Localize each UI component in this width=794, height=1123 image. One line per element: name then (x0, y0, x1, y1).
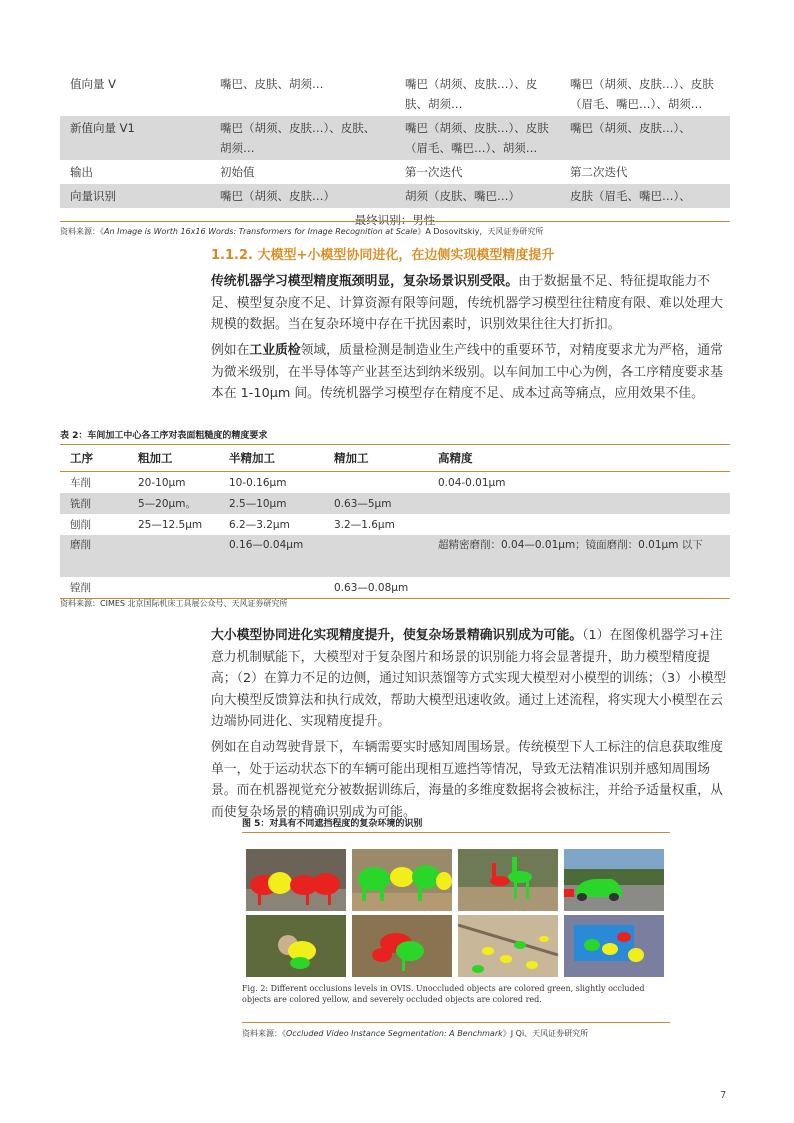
table-cell: 0.63—0.08μm (324, 577, 428, 599)
table-cell: 第一次迭代 (405, 165, 463, 179)
table-row (60, 493, 730, 514)
table2-title: 表 2：车间加工中心各工序对表面粗糙度的精度要求 (60, 431, 268, 441)
source-suffix: 》A Dosovitskiy，天风证券研究所 (417, 227, 544, 236)
occlusion-figure (242, 832, 670, 1009)
photo-elephants (352, 849, 452, 911)
source-title: Occluded Video Instance Segmentation: A Benchmark (286, 1029, 503, 1038)
paragraph-co-evolution (211, 625, 731, 733)
table-row (60, 514, 730, 535)
figure-bottom-rule (242, 1022, 670, 1023)
paragraph-lead: 大小模型协同进化实现精度提升，使复杂场景精确识别成为可能。 (211, 628, 583, 643)
table-cell: 向量识别 (60, 184, 210, 208)
table2-source: 资料来源：CIMES 北京国际机床工具展公众号、天风证券研究所 (60, 599, 288, 608)
figure-caption: Fig. 2: Different occlusions levels in OVIS. Unoccluded objects are colored green, slightly occluded objects are colored yellow, and severely occluded objects are colored red. (242, 984, 645, 1004)
column-header: 高精度 (428, 445, 730, 472)
table-cell: 2.5—10μm (219, 493, 324, 514)
table-cell: 铣削 (60, 493, 128, 514)
figure-title: 图 5：对具有不同遮挡程度的复杂环境的识别 (242, 819, 423, 829)
table-cell: 新值向量 V1 (60, 116, 210, 160)
source-suffix: 》J Qi、天风证券研究所 (502, 1029, 589, 1038)
table-cell: 超精密磨削：0.04—0.01μm；镜面磨削：0.01μm 以下 (428, 535, 730, 577)
table-row (60, 116, 730, 160)
table-cell (128, 535, 219, 577)
table-cell: 嘴巴（胡须、皮肤…）、皮肤、胡须… (210, 116, 395, 160)
paragraph-body: 领域，质量检测是制造业生产线中的重要环节，对精度要求尤为严格，通常为微米级别，在半导体等产业甚至达到纳米级别。以车间加工中心为例，各工序精度要求基本在 1-10μm 间。传统机器学习模型存在精度不足、成本过高等痛点，应用效果不佳。 (211, 343, 723, 401)
table-cell: 胡须（皮肤、嘴巴…） (395, 184, 560, 208)
table1-source (60, 226, 543, 237)
table-cell: 磨削 (60, 535, 128, 577)
photo-dog (246, 915, 346, 977)
table-cell: 0.04-0.01μm (438, 476, 506, 489)
photo-parrots (564, 915, 664, 977)
paragraph-body: 例如在 (211, 343, 250, 358)
table-cell: 镗削 (60, 577, 128, 599)
table-cell: 嘴巴（胡须、皮肤…）、 (560, 116, 730, 160)
table-row (60, 577, 730, 599)
column-header: 工序 (60, 445, 128, 472)
table-cell: 3.2—1.6μm (334, 518, 395, 531)
table-cell: 第二次迭代 (570, 165, 628, 179)
column-header: 半精加工 (219, 445, 324, 472)
table-cell (324, 472, 428, 494)
source-prefix: 资料来源：《 (242, 1029, 286, 1038)
paragraph-lead: 传统机器学习模型精度瓶颈明显，复杂场景识别受限。 (211, 274, 519, 289)
source-title: An Image is Worth 16x16 Words: Transformers for Image Recognition at Scale (104, 227, 418, 236)
paragraph-body: （1）在图像机器学习+注意力机制赋能下，大模型对于复杂图片和场景的识别能力将会显著提升，助力模型精度提高；（2）在算力不足的边侧，通过知识蒸馏等方式实现大模型对小模型的训练；（3）小模型向大模型反馈算法和执行成效，帮助大模型迅速收敛。通过上述流程，将实现大小模型在云边端协同进化、实现精度提升。 (211, 628, 727, 729)
table-cell: 车削 (70, 477, 91, 489)
table-cell: 6.2—3.2μm (229, 518, 290, 531)
paragraph-body: 由于数据量不足、特征提取能力不足、模型复杂度不足、计算资源有限等问题，传统机器学习模型往往精度有限、难以处理大规模的数据。当在复杂环境中存在干扰因素时，识别效果往往大打折扣。 (211, 274, 723, 332)
figure-source (242, 1028, 588, 1039)
table-cell: 嘴巴、皮肤、胡须… (220, 77, 324, 91)
table-cell: 25—12.5μm (138, 518, 203, 531)
table-row (60, 535, 730, 577)
precision-table (60, 444, 730, 599)
table-cell: 刨削 (70, 519, 91, 531)
photo-horses (352, 915, 452, 977)
feature-vector-table (60, 72, 730, 232)
paragraph-autonomous-driving: 例如在自动驾驶背景下，车辆需要实时感知周围场景。传统模型下人工标注的信息获取维度单一，处于运动状态下的车辆可能出现相互遮挡等情况，导致无法精准识别并感知周围场景。而在机器视觉充分被数据训练后，海量的多维度数据将会被标注，并给予适量权重，从而使复杂场景的精确识别成为可能。 (211, 740, 723, 820)
photo-sheep (246, 849, 346, 911)
table-cell: 值向量 V (70, 77, 117, 91)
photo-giraffes (458, 849, 558, 911)
table-cell (128, 577, 219, 599)
paragraph-industrial-inspection (211, 340, 731, 405)
table-header-row (60, 445, 730, 472)
table-cell (428, 493, 730, 514)
table-cell: 5—20μm。 (128, 493, 219, 514)
paragraph-keyword: 工业质检 (249, 343, 301, 358)
table-cell (428, 577, 730, 599)
table-row (60, 184, 730, 208)
paragraph-traditional-ml (211, 271, 731, 336)
table-cell: 20-10μm (138, 476, 186, 489)
table-cell: 嘴巴（胡须、皮肤…）、皮肤、胡须… (405, 77, 538, 111)
table-row (60, 160, 730, 184)
table-cell: 10-0.16μm (229, 476, 287, 489)
column-header: 精加工 (324, 445, 428, 472)
table-row (60, 472, 730, 494)
table-cell (219, 577, 324, 599)
table-cell: 0.16—0.04μm (219, 535, 324, 577)
table-cell: 初始值 (220, 165, 255, 179)
table-cell: 0.63—5μm (324, 493, 428, 514)
column-header: 粗加工 (128, 445, 219, 472)
table-cell: 嘴巴（胡须、皮肤…）、皮肤（眉毛、嘴巴…）、胡须… (570, 77, 714, 111)
table-bottom-rule (60, 221, 730, 222)
photo-birds (458, 915, 558, 977)
final-recognition: 最终识别：男性 (354, 213, 436, 227)
table-cell (428, 514, 730, 535)
page-number: 7 (720, 1090, 727, 1101)
source-prefix: 资料来源：《 (60, 227, 104, 236)
table-cell (324, 535, 428, 577)
section-heading: 1.1.2. 大模型+小模型协同进化，在边侧实现模型精度提升 (211, 248, 555, 263)
table-cell: 皮肤（眉毛、嘴巴…）、 (560, 184, 730, 208)
table-row (60, 72, 730, 116)
photo-cars (564, 849, 664, 911)
table-cell: 嘴巴（胡须、皮肤…） (210, 184, 395, 208)
table-cell: 输出 (70, 165, 93, 179)
table-cell: 嘴巴（胡须、皮肤…）、皮肤（眉毛、嘴巴…）、胡须… (395, 116, 560, 160)
